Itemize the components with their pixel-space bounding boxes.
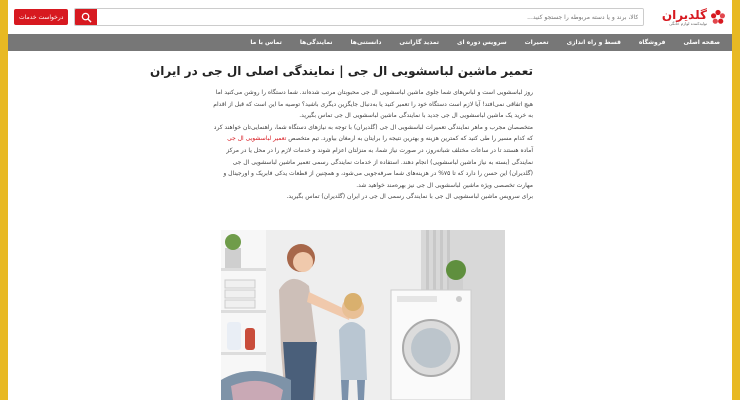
flower-logo-icon bbox=[710, 9, 726, 25]
site-header bbox=[8, 0, 732, 34]
paragraph-2-text-end: آماده هستند تا در ساعات مختلف شبانه‌روز، در صورت نیاز شما، به منزلتان اعزام شوند و خدمات لازم را در محل یا در مرکز نمایندگی (بسته به نیاز ماشین لباسشویی) انجام دهند. استفاده از خدمات نمایندگی رسمی تعمیر ماشین لباسشویی ال جی (گلدیران) این حسن را دارد که تا ۷۵% در هزینه‌های شما صرفه‌جویی می‌شود، و همچنین از قطعات یدکی فابریک و اورجینال و مهارت تخصصی ویژه ماشین لباسشویی ال جی نیز بهره‌مند خواهید شد. bbox=[223, 146, 533, 189]
nav-item-home[interactable]: صفحه اصلی bbox=[683, 39, 720, 46]
nav-item-shop[interactable]: فروشگاه bbox=[638, 39, 666, 46]
browser-page bbox=[8, 0, 732, 400]
page-title: تعمیر ماشین لباسشویی ال جی | نمایندگی اصلی ال جی در ایران bbox=[150, 64, 533, 78]
article bbox=[150, 64, 533, 203]
paragraph-2-text-start: متخصصان مجرب و ماهر نمایندگی تعمیرات لباسشویی ال جی (گلدیران) با توجه به نیازهای دستگاه شما، راهنمایی‌تان خواهند کرد که کدام مسیر را طی کنید که کمترین هزینه و بهترین نتیجه را برایتان به ارمغان بیاورد. تیم متخصص bbox=[213, 123, 533, 143]
article-paragraph-1: روز لباسشویی است و لباس‌های شما جلوی ماشین لباسشویی ال جی محبوبتان مرتب شده‌اند. شما دستگاه را روشن می‌کنید اما هیچ اتفاقی نمی‌افتد! آیا لازم است دستگاه خود را تعمیر کنید یا به‌دنبال جایگزین دیگری باشید؟ توصیه ما این است که قبل از اقدام به خرید یک ماشین لباسشویی ال جی جدید با نمایندگی ماشین لباسشویی ال جی تماس بگیرید. bbox=[213, 89, 533, 120]
laundry-photo bbox=[221, 230, 505, 400]
main-nav bbox=[8, 34, 732, 51]
search-icon bbox=[81, 12, 92, 23]
nav-item-agencies[interactable]: نمایندگی‌ها bbox=[299, 39, 333, 46]
logo-subtitle: تولیدکننده لوازم خانگی bbox=[669, 20, 707, 26]
repair-lg-washer-link[interactable]: تعمیر لباسشویی ال جی bbox=[227, 135, 287, 143]
request-service-button[interactable]: درخواست خدمات bbox=[14, 9, 68, 25]
search-bar bbox=[74, 8, 644, 26]
nav-item-contact[interactable]: تماس با ما bbox=[250, 39, 282, 46]
nav-item-knowledge[interactable]: دانستنی‌ها bbox=[350, 39, 382, 46]
search-input[interactable] bbox=[97, 9, 643, 25]
nav-item-repairs[interactable]: تعمیرات bbox=[524, 39, 549, 46]
site-logo[interactable] bbox=[662, 9, 726, 26]
logo-text bbox=[662, 9, 707, 26]
nav-item-periodic-service[interactable]: سرویس دوره ای bbox=[457, 39, 507, 46]
header-tools bbox=[14, 8, 644, 26]
article-paragraph-3: برای سرویس ماشین لباسشویی ال جی با نمایندگی رسمی ال جی در ایران (گلدیران) تماس بگیرید. bbox=[286, 193, 533, 201]
article-paragraph-2 bbox=[213, 122, 533, 192]
search-button[interactable] bbox=[75, 8, 97, 26]
nav-item-warranty[interactable]: تمدید گارانتی bbox=[399, 39, 439, 46]
logo-name: گلدیران bbox=[661, 7, 707, 22]
nav-item-installment[interactable]: قسط و راه اندازی bbox=[566, 39, 621, 46]
